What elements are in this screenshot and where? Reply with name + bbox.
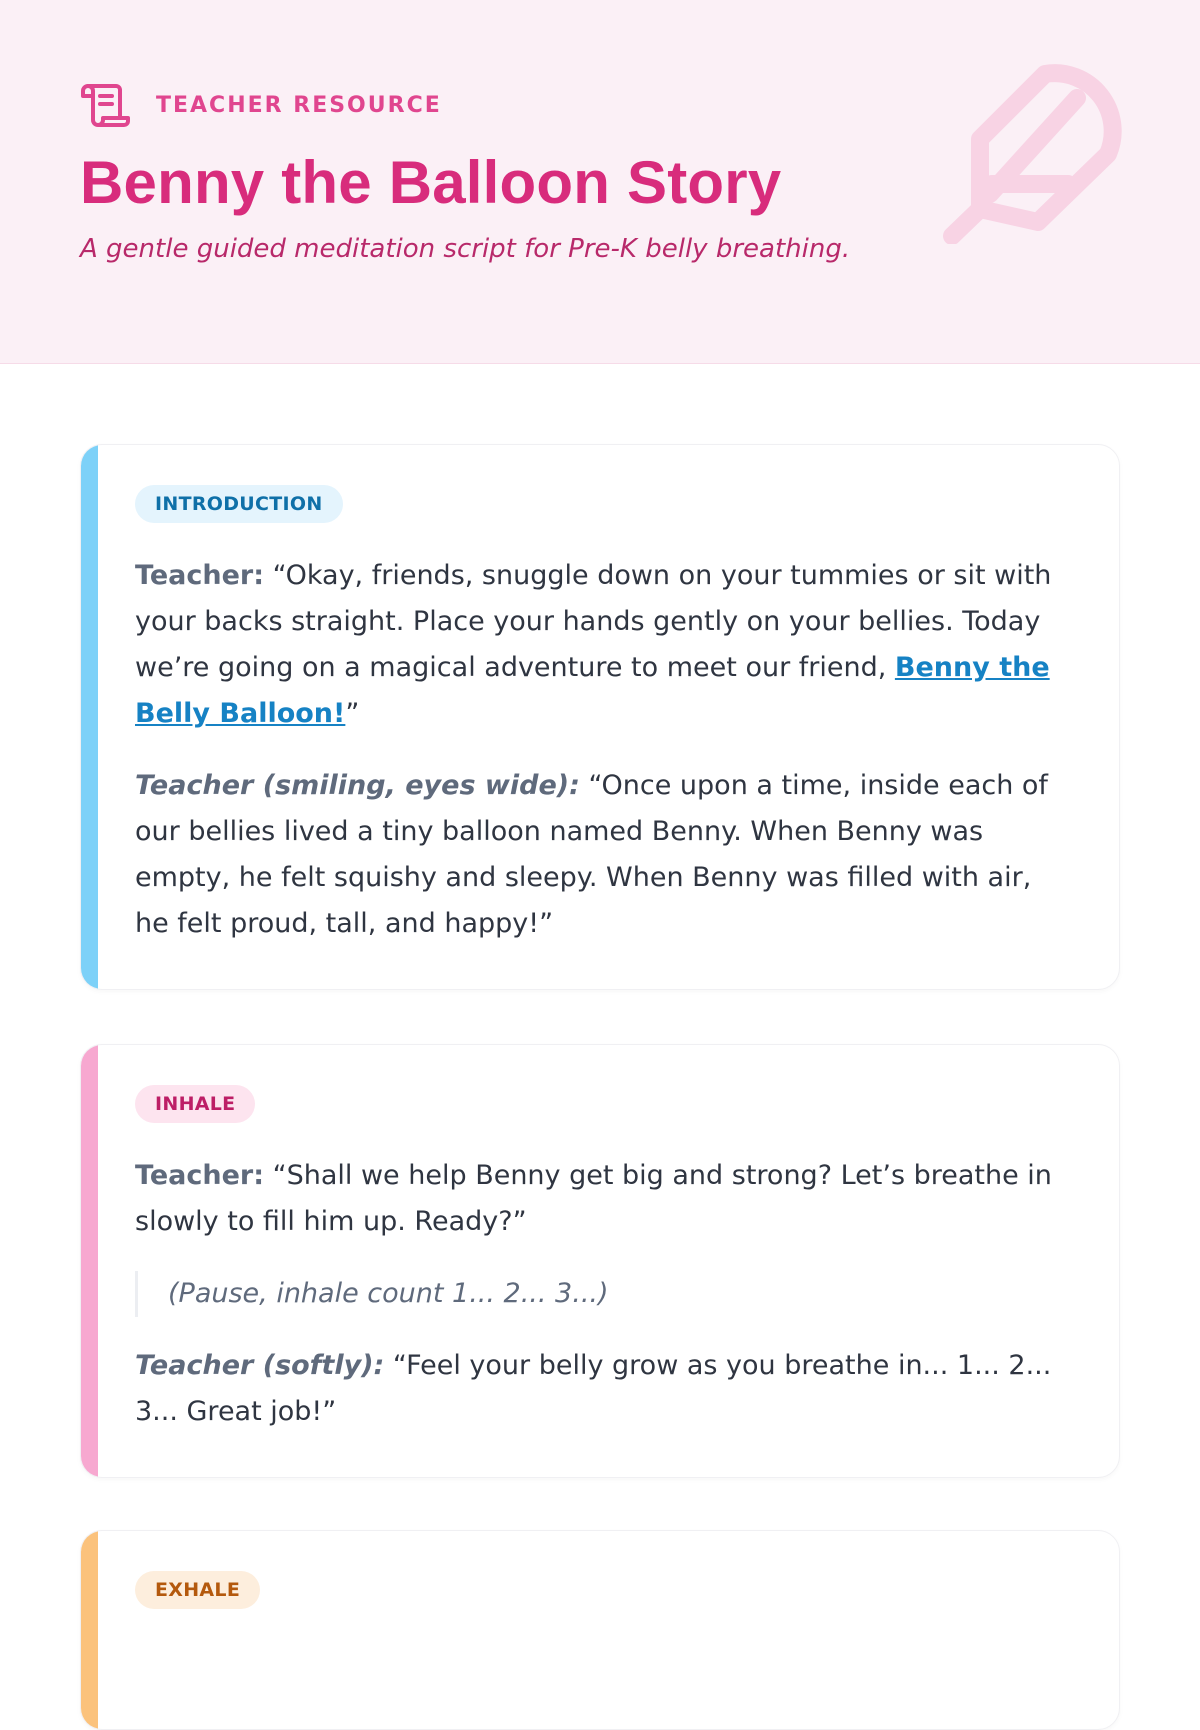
scroll-icon [80,82,130,128]
pause-note: (Pause, inhale count 1... 2... 3...) [135,1271,1069,1317]
benny-link[interactable]: Benny the Belly Balloon! [135,652,1050,729]
page-subtitle: A gentle guided meditation script for Pre-K belly breathing. [80,234,851,264]
script-paragraph [135,763,1069,947]
feather-icon [930,34,1140,248]
section-tag: INTRODUCTION [135,485,343,523]
section-tag: EXHALE [135,1571,260,1609]
speaker-label: Teacher (smiling, eyes wide): [135,770,580,801]
eyebrow-row [80,82,442,128]
script-text: “Feel your belly grow as you breathe in... 1... 2... 3... Great job!” [135,1350,1052,1427]
section-exhale [80,1530,1120,1730]
page-title: Benny the Balloon Story [80,149,782,216]
speaker-label: Teacher: [135,1160,265,1191]
section-inhale [80,1044,1120,1478]
section-accent-stripe [81,445,98,989]
section-tag: INHALE [135,1085,255,1123]
section-accent-stripe [81,1531,98,1729]
script-text-end: ” [345,698,360,729]
speaker-label: Teacher: [135,560,265,591]
section-introduction [80,444,1120,990]
eyebrow-label: TEACHER RESOURCE [156,92,442,118]
script-paragraph [135,1343,1069,1435]
script-paragraph [135,553,1069,737]
speaker-label: Teacher (softly): [135,1350,385,1381]
section-accent-stripe [81,1045,98,1477]
page-header [0,0,1200,364]
script-paragraph [135,1153,1069,1245]
script-text: “Shall we help Benny get big and strong? Let’s breathe in slowly to fill him up. Ready?” [135,1160,1052,1237]
script-text: “Once upon a time, inside each of our bellies lived a tiny balloon named Benny. When Benny was empty, he felt squishy and sleepy. When Benny was filled with air, he felt proud, tall, and happy!” [135,770,1048,939]
script-text: “Okay, friends, snuggle down on your tummies or sit with your backs straight. Place your hands gently on your bellies. Today we’re going on a magical adventure to meet our friend, [135,560,1052,683]
